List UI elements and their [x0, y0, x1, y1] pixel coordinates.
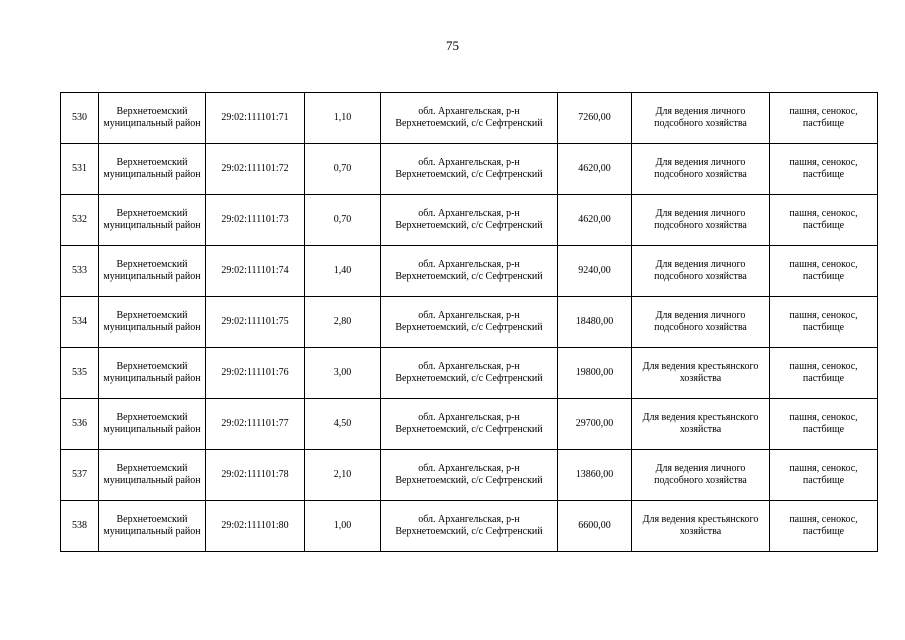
- row-number: 535: [61, 348, 99, 399]
- land-plots-table: [60, 92, 878, 552]
- purpose-cell: Для ведения личного подсобного хозяйства: [632, 246, 770, 297]
- purpose-cell: Для ведения личного подсобного хозяйства: [632, 297, 770, 348]
- land-type-cell: пашня, сенокос, пастбище: [770, 297, 878, 348]
- address-cell: обл. Архангельская, р-н Верхнетоемский, с/с Сефтренский: [381, 450, 558, 501]
- area-m2-cell: 9240,00: [558, 246, 632, 297]
- area-ha-cell: 4,50: [305, 399, 381, 450]
- land-type-cell: пашня, сенокос, пастбище: [770, 93, 878, 144]
- address-cell: обл. Архангельская, р-н Верхнетоемский, с/с Сефтренский: [381, 144, 558, 195]
- cadastral-number-cell: 29:02:111101:75: [206, 297, 305, 348]
- table-row: [61, 246, 878, 297]
- district-cell: Верхнетоемский муниципальный район: [99, 144, 206, 195]
- cadastral-number-cell: 29:02:111101:76: [206, 348, 305, 399]
- address-cell: обл. Архангельская, р-н Верхнетоемский, с/с Сефтренский: [381, 297, 558, 348]
- district-cell: Верхнетоемский муниципальный район: [99, 501, 206, 552]
- land-type-cell: пашня, сенокос, пастбище: [770, 450, 878, 501]
- cadastral-number-cell: 29:02:111101:80: [206, 501, 305, 552]
- land-type-cell: пашня, сенокос, пастбище: [770, 144, 878, 195]
- district-cell: Верхнетоемский муниципальный район: [99, 195, 206, 246]
- row-number: 533: [61, 246, 99, 297]
- area-m2-cell: 7260,00: [558, 93, 632, 144]
- land-type-cell: пашня, сенокос, пастбище: [770, 501, 878, 552]
- row-number: 534: [61, 297, 99, 348]
- purpose-cell: Для ведения крестьянского хозяйства: [632, 501, 770, 552]
- area-ha-cell: 0,70: [305, 144, 381, 195]
- area-m2-cell: 29700,00: [558, 399, 632, 450]
- row-number: 536: [61, 399, 99, 450]
- row-number: 538: [61, 501, 99, 552]
- cadastral-number-cell: 29:02:111101:73: [206, 195, 305, 246]
- area-ha-cell: 1,40: [305, 246, 381, 297]
- address-cell: обл. Архангельская, р-н Верхнетоемский, с/с Сефтренский: [381, 348, 558, 399]
- address-cell: обл. Архангельская, р-н Верхнетоемский, с/с Сефтренский: [381, 93, 558, 144]
- address-cell: обл. Архангельская, р-н Верхнетоемский, с/с Сефтренский: [381, 195, 558, 246]
- table-row: [61, 399, 878, 450]
- land-type-cell: пашня, сенокос, пастбище: [770, 348, 878, 399]
- cadastral-number-cell: 29:02:111101:74: [206, 246, 305, 297]
- area-ha-cell: 2,80: [305, 297, 381, 348]
- row-number: 537: [61, 450, 99, 501]
- table-row: [61, 144, 878, 195]
- table-row: [61, 297, 878, 348]
- address-cell: обл. Архангельская, р-н Верхнетоемский, с/с Сефтренский: [381, 399, 558, 450]
- row-number: 531: [61, 144, 99, 195]
- land-type-cell: пашня, сенокос, пастбище: [770, 195, 878, 246]
- area-ha-cell: 1,00: [305, 501, 381, 552]
- district-cell: Верхнетоемский муниципальный район: [99, 297, 206, 348]
- district-cell: Верхнетоемский муниципальный район: [99, 348, 206, 399]
- district-cell: Верхнетоемский муниципальный район: [99, 246, 206, 297]
- table-row: [61, 501, 878, 552]
- cadastral-number-cell: 29:02:111101:71: [206, 93, 305, 144]
- area-m2-cell: 13860,00: [558, 450, 632, 501]
- purpose-cell: Для ведения личного подсобного хозяйства: [632, 195, 770, 246]
- land-type-cell: пашня, сенокос, пастбище: [770, 246, 878, 297]
- area-m2-cell: 4620,00: [558, 195, 632, 246]
- area-ha-cell: 0,70: [305, 195, 381, 246]
- table-row: [61, 348, 878, 399]
- cadastral-number-cell: 29:02:111101:77: [206, 399, 305, 450]
- address-cell: обл. Архангельская, р-н Верхнетоемский, с/с Сефтренский: [381, 246, 558, 297]
- purpose-cell: Для ведения личного подсобного хозяйства: [632, 144, 770, 195]
- area-ha-cell: 3,00: [305, 348, 381, 399]
- address-cell: обл. Архангельская, р-н Верхнетоемский, с/с Сефтренский: [381, 501, 558, 552]
- district-cell: Верхнетоемский муниципальный район: [99, 93, 206, 144]
- row-number: 532: [61, 195, 99, 246]
- area-m2-cell: 18480,00: [558, 297, 632, 348]
- area-m2-cell: 19800,00: [558, 348, 632, 399]
- table-body: [61, 93, 878, 552]
- area-ha-cell: 2,10: [305, 450, 381, 501]
- page-number: 75: [446, 38, 459, 53]
- area-m2-cell: 4620,00: [558, 144, 632, 195]
- purpose-cell: Для ведения крестьянского хозяйства: [632, 348, 770, 399]
- table-row: [61, 195, 878, 246]
- table-row: [61, 450, 878, 501]
- cadastral-number-cell: 29:02:111101:72: [206, 144, 305, 195]
- district-cell: Верхнетоемский муниципальный район: [99, 450, 206, 501]
- area-m2-cell: 6600,00: [558, 501, 632, 552]
- land-type-cell: пашня, сенокос, пастбище: [770, 399, 878, 450]
- cadastral-number-cell: 29:02:111101:78: [206, 450, 305, 501]
- purpose-cell: Для ведения крестьянского хозяйства: [632, 399, 770, 450]
- purpose-cell: Для ведения личного подсобного хозяйства: [632, 450, 770, 501]
- district-cell: Верхнетоемский муниципальный район: [99, 399, 206, 450]
- table-row: [61, 93, 878, 144]
- row-number: 530: [61, 93, 99, 144]
- purpose-cell: Для ведения личного подсобного хозяйства: [632, 93, 770, 144]
- area-ha-cell: 1,10: [305, 93, 381, 144]
